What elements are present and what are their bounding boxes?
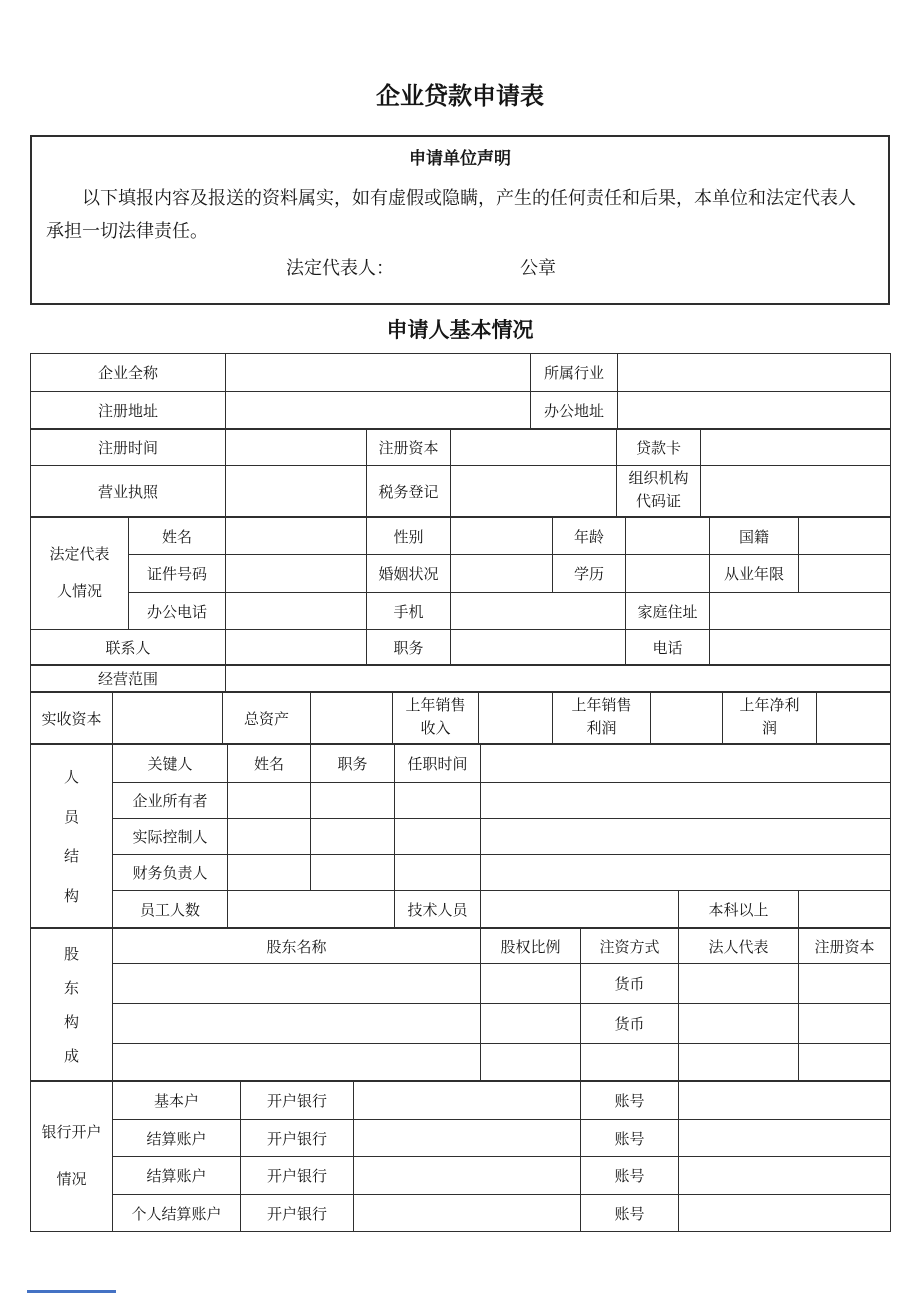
- rep-marital-label: 婚姻状况: [367, 555, 451, 593]
- legal-rep-group-label: 法定代表 人情况: [31, 518, 129, 630]
- reg-address-label: 注册地址: [31, 392, 226, 429]
- business-license-input[interactable]: [226, 466, 367, 517]
- table-row: [31, 354, 891, 392]
- shareholder2-capital-input[interactable]: [799, 1004, 891, 1044]
- loan-card-input[interactable]: [701, 430, 891, 466]
- declaration-line-2: 承担一切法律责任。: [46, 221, 208, 241]
- page-title: 企业贷款申请表: [376, 84, 544, 110]
- bank-account1-number-input[interactable]: [679, 1082, 891, 1120]
- owner-name-input[interactable]: [228, 783, 311, 819]
- table-row: [31, 964, 891, 1004]
- technical-label: 技术人员: [395, 891, 481, 928]
- personnel-group-label: 人 员 结 构: [31, 745, 113, 928]
- table-row: [31, 1004, 891, 1044]
- table-row: [31, 693, 891, 744]
- shareholder2-name-input[interactable]: [113, 1004, 481, 1044]
- rep-name-input[interactable]: [226, 518, 367, 555]
- business-scope-label: 经营范围: [31, 666, 226, 692]
- total-assets-label: 总资产: [223, 693, 311, 744]
- table-row: [31, 593, 891, 630]
- table-row: [31, 1195, 891, 1232]
- employees-input[interactable]: [228, 891, 395, 928]
- company-name-label: 企业全称: [31, 354, 226, 392]
- owner-tenure-input[interactable]: [395, 783, 481, 819]
- controller-label: 实际控制人: [113, 819, 228, 855]
- table-legal-rep: [30, 517, 891, 665]
- contact-position-label: 职务: [367, 630, 451, 665]
- table-row: [31, 518, 891, 555]
- table-row: [31, 1157, 891, 1195]
- bank-group-label: 银行开户 情况: [31, 1082, 113, 1232]
- technical-input[interactable]: [481, 891, 679, 928]
- table-company: [30, 353, 891, 429]
- rep-education-label: 学历: [553, 555, 626, 593]
- bank-account4-type-label: 个人结算账户: [113, 1195, 241, 1232]
- table-financials: [30, 692, 891, 744]
- cfo-position-input[interactable]: [311, 855, 395, 891]
- shareholder3-method-cell[interactable]: [581, 1044, 679, 1081]
- section-heading: 申请人基本情况: [386, 318, 534, 342]
- rep-office-phone-input[interactable]: [226, 593, 367, 630]
- company-name-input[interactable]: [226, 354, 531, 392]
- company-seal-label: 公章: [520, 258, 556, 278]
- owner-position-input[interactable]: [311, 783, 395, 819]
- reg-time-input[interactable]: [226, 430, 367, 466]
- contact-person-input[interactable]: [226, 630, 367, 665]
- rep-id-number-label: 证件号码: [129, 555, 226, 593]
- net-profit-input[interactable]: [817, 693, 891, 744]
- industry-input[interactable]: [618, 354, 891, 392]
- cfo-tenure-input[interactable]: [395, 855, 481, 891]
- shareholder1-capital-input[interactable]: [799, 964, 891, 1004]
- table-row: [31, 430, 891, 466]
- industry-label: 所属行业: [531, 354, 618, 392]
- table-business-scope: [30, 665, 891, 692]
- contact-phone-input[interactable]: [710, 630, 891, 665]
- bachelor-input[interactable]: [799, 891, 891, 928]
- office-address-input[interactable]: [618, 392, 891, 429]
- bank-account2-bank-input[interactable]: [354, 1120, 581, 1157]
- shareholder1-ratio-input[interactable]: [481, 964, 581, 1004]
- bank-account1-bank-label: 开户银行: [241, 1082, 354, 1120]
- paid-in-capital-input[interactable]: [113, 693, 223, 744]
- business-license-label: 营业执照: [31, 466, 226, 517]
- legal-rep-sign-label: 法定代表人：: [286, 258, 394, 278]
- owner-extra-cell[interactable]: [481, 783, 891, 819]
- bank-account2-type-label: 结算账户: [113, 1120, 241, 1157]
- declaration-sign-line: [46, 255, 874, 281]
- bank-account3-bank-label: 开户银行: [241, 1157, 354, 1195]
- rep-mobile-label: 手机: [367, 593, 451, 630]
- shareholder-rep-header: 法人代表: [679, 929, 799, 964]
- shareholder-method-header: 注资方式: [581, 929, 679, 964]
- rep-mobile-input[interactable]: [451, 593, 626, 630]
- table-row: [31, 1082, 891, 1120]
- bank-account1-type-label: 基本户: [113, 1082, 241, 1120]
- bank-account3-number-input[interactable]: [679, 1157, 891, 1195]
- declaration-body: [46, 182, 874, 248]
- office-address-label: 办公地址: [531, 392, 618, 429]
- reg-capital-label: 注册资本: [367, 430, 451, 466]
- rep-gender-input[interactable]: [451, 518, 553, 555]
- bachelor-label: 本科以上: [679, 891, 799, 928]
- table-bank-accounts: [30, 1081, 891, 1232]
- rep-name-label: 姓名: [129, 518, 226, 555]
- table-registration: [30, 429, 891, 517]
- bank-account2-number-label: 账号: [581, 1120, 679, 1157]
- bank-account3-bank-input[interactable]: [354, 1157, 581, 1195]
- rep-nationality-input[interactable]: [799, 518, 891, 555]
- org-code-input[interactable]: [701, 466, 891, 517]
- contact-phone-label: 电话: [626, 630, 710, 665]
- sales-profit-label: 上年销售 利润: [553, 693, 651, 744]
- shareholder1-rep-input[interactable]: [679, 964, 799, 1004]
- bank-account1-bank-input[interactable]: [354, 1082, 581, 1120]
- tax-reg-label: 税务登记: [367, 466, 451, 517]
- table-row: [31, 630, 891, 665]
- bank-account4-number-input[interactable]: [679, 1195, 891, 1232]
- sales-income-input[interactable]: [479, 693, 553, 744]
- table-row: [31, 819, 891, 855]
- shareholders-group-label: 股 东 构 成: [31, 929, 113, 1081]
- controller-tenure-input[interactable]: [395, 819, 481, 855]
- table-row: [31, 783, 891, 819]
- controller-name-input[interactable]: [228, 819, 311, 855]
- rep-home-address-label: 家庭住址: [626, 593, 710, 630]
- total-assets-input[interactable]: [311, 693, 393, 744]
- shareholder2-rep-input[interactable]: [679, 1004, 799, 1044]
- rep-gender-label: 性别: [367, 518, 451, 555]
- owner-label: 企业所有者: [113, 783, 228, 819]
- employees-label: 员工人数: [113, 891, 228, 928]
- table-row: [31, 891, 891, 928]
- bank-account1-number-label: 账号: [581, 1082, 679, 1120]
- bank-account3-type-label: 结算账户: [113, 1157, 241, 1195]
- table-row: [31, 745, 891, 783]
- table-row: [31, 555, 891, 593]
- bank-account2-bank-label: 开户银行: [241, 1120, 354, 1157]
- shareholder3-capital-input[interactable]: [799, 1044, 891, 1081]
- rep-age-input[interactable]: [626, 518, 710, 555]
- key-person-extra-cell[interactable]: [481, 745, 891, 783]
- cfo-label: 财务负责人: [113, 855, 228, 891]
- tax-reg-input[interactable]: [451, 466, 617, 517]
- bank-account4-bank-input[interactable]: [354, 1195, 581, 1232]
- paid-in-capital-label: 实收资本: [31, 693, 113, 744]
- controller-extra-cell[interactable]: [481, 819, 891, 855]
- rep-education-input[interactable]: [626, 555, 710, 593]
- shareholder-ratio-header: 股权比例: [481, 929, 581, 964]
- contact-person-label: 联系人: [31, 630, 226, 665]
- bank-account3-number-label: 账号: [581, 1157, 679, 1195]
- key-person-tenure-header: 任职时间: [395, 745, 481, 783]
- contact-position-input[interactable]: [451, 630, 626, 665]
- shareholder3-name-input[interactable]: [113, 1044, 481, 1081]
- sales-profit-input[interactable]: [651, 693, 723, 744]
- declaration-box: [30, 135, 890, 305]
- declaration-line-1: 以下填报内容及报送的资料属实，如有虚假或隐瞒，产生的任何责任和后果，本单位和法定代表人: [82, 188, 856, 208]
- table-row: [31, 1120, 891, 1157]
- table-row: [31, 466, 891, 517]
- table-row: [31, 666, 891, 692]
- bank-account2-number-input[interactable]: [679, 1120, 891, 1157]
- cfo-extra-cell[interactable]: [481, 855, 891, 891]
- rep-office-phone-label: 办公电话: [129, 593, 226, 630]
- bank-account4-bank-label: 开户银行: [241, 1195, 354, 1232]
- table-row: [31, 392, 891, 429]
- key-person-name-header: 姓名: [228, 745, 311, 783]
- reg-time-label: 注册时间: [31, 430, 226, 466]
- shareholder3-ratio-input[interactable]: [481, 1044, 581, 1081]
- loan-card-label: 贷款卡: [617, 430, 701, 466]
- key-person-label: 关键人: [113, 745, 228, 783]
- shareholder-capital-header: 注册资本: [799, 929, 891, 964]
- table-row: [31, 929, 891, 964]
- rep-age-label: 年龄: [553, 518, 626, 555]
- rep-home-address-input[interactable]: [710, 593, 891, 630]
- table-shareholders: [30, 928, 891, 1081]
- shareholder2-ratio-input[interactable]: [481, 1004, 581, 1044]
- shareholder-name-header: 股东名称: [113, 929, 481, 964]
- shareholder2-method-cell[interactable]: 货币: [581, 1004, 679, 1044]
- blue-underline-mark: [27, 1290, 116, 1293]
- org-code-label: 组织机构 代码证: [617, 466, 701, 517]
- reg-capital-input[interactable]: [451, 430, 617, 466]
- rep-work-years-label: 从业年限: [710, 555, 799, 593]
- bank-account4-number-label: 账号: [581, 1195, 679, 1232]
- controller-position-input[interactable]: [311, 819, 395, 855]
- cfo-name-input[interactable]: [228, 855, 311, 891]
- document-sheet: [30, 0, 890, 1232]
- net-profit-label: 上年净利 润: [723, 693, 817, 744]
- rep-marital-input[interactable]: [451, 555, 553, 593]
- sales-income-label: 上年销售 收入: [393, 693, 479, 744]
- business-scope-input[interactable]: [226, 666, 891, 692]
- table-row: [31, 1044, 891, 1081]
- shareholder3-rep-input[interactable]: [679, 1044, 799, 1081]
- reg-address-input[interactable]: [226, 392, 531, 429]
- table-row: [31, 855, 891, 891]
- rep-id-number-input[interactable]: [226, 555, 367, 593]
- shareholder1-method-cell[interactable]: 货币: [581, 964, 679, 1004]
- shareholder1-name-input[interactable]: [113, 964, 481, 1004]
- key-person-position-header: 职务: [311, 745, 395, 783]
- rep-work-years-input[interactable]: [799, 555, 891, 593]
- declaration-heading: 申请单位声明: [409, 149, 511, 168]
- table-personnel: [30, 744, 891, 928]
- rep-nationality-label: 国籍: [710, 518, 799, 555]
